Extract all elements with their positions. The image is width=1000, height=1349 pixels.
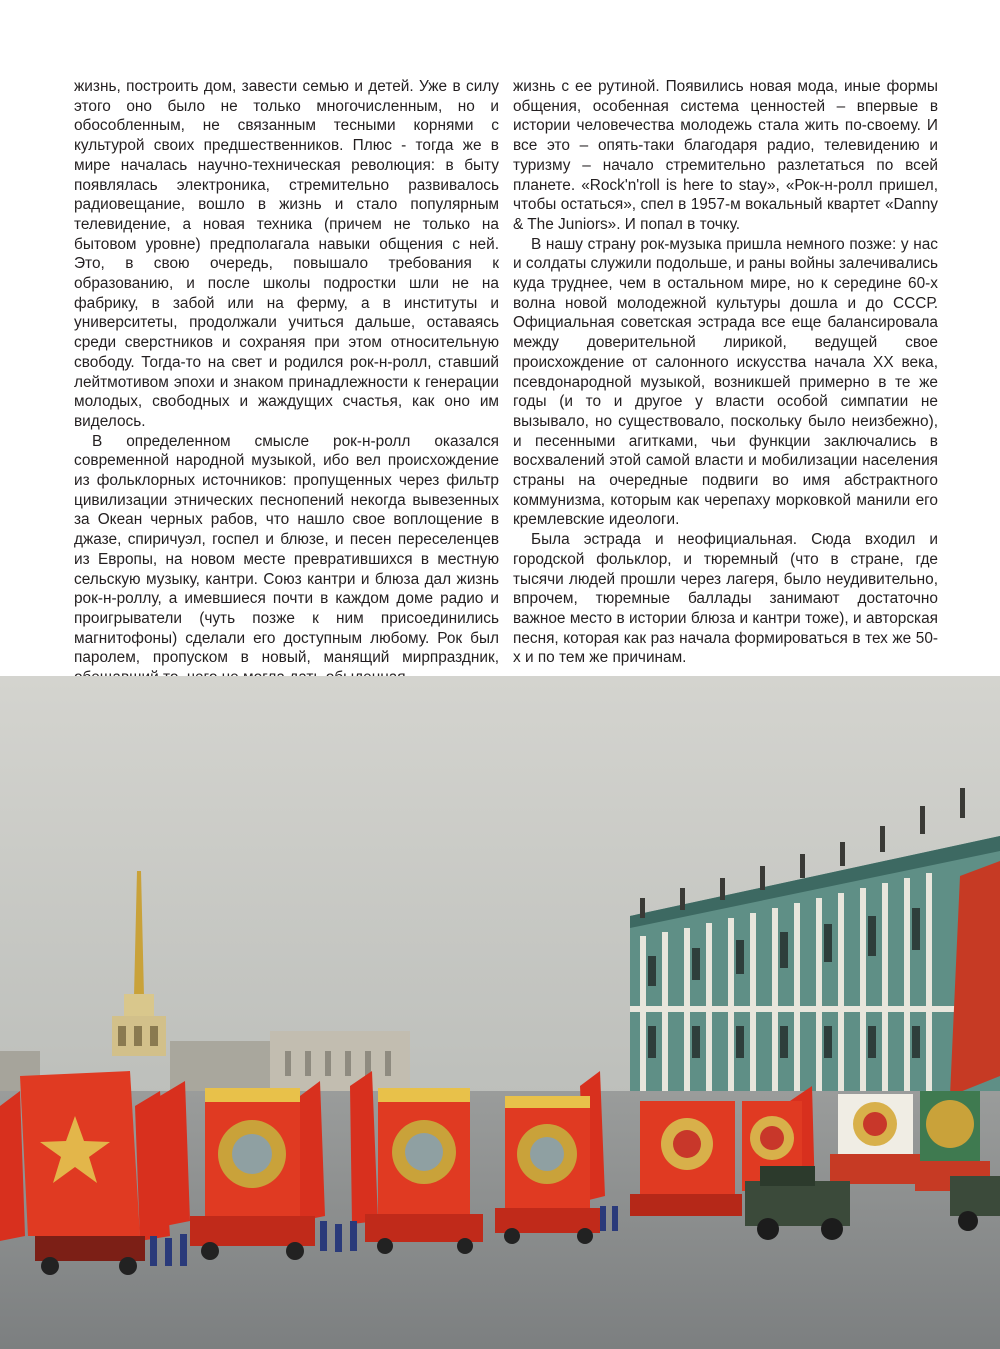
parade-photo [0, 676, 1000, 1349]
paragraph: Была эстрада и неофициальная. Сюда входил и городской фольклор, и тюремный (что в стране, где тысячи людей прошли через лагеря, было неудивительно, впрочем, тюремные баллады занимают достаточно важное место в истории блюза и кантри тоже), и авторская песня, которая как раз начала формироваться в тех же 50-х и по тем же причинам. [513, 531, 938, 667]
right-text-column [513, 77, 938, 668]
parade-float [830, 1094, 925, 1184]
left-text-column [74, 77, 499, 688]
paragraph: жизнь, построить дом, завести семью и детей. Уже в силу этого оно было не только многочисленным, но и обособленным, не связанным тесными корнями с культурой своих предшественников. Плюс - тогда же в мире началась научно-техническая революция: в быту появлялась электроника, стремительно развивалось радиовещание, вошло в жизнь и стало популярным телевидение, а новая техника (причем не только на бытовом уровне) предполагала навыки общения с ней. Это, в свою очередь, повышало требования к образованию, и после школы подростки шли не на фабрику, в забой или на ферму, а в институты и университеты, продолжали учиться дальше, оставаясь среди сверстников и сохраняя при этом относительную свободу. Тогда-то на свет и родился рок-н-ролл, ставший лейтмотивом эпохи и знаком принадлежности к генерации молодых, свободных и жаждущих счастья, как оно им виделось. [74, 78, 499, 430]
parade-float [630, 1101, 742, 1216]
parade-float [365, 1088, 483, 1254]
parade-float [20, 1071, 145, 1275]
paragraph: жизнь с ее рутиной. Появились новая мода, иные формы общения, особенная система ценностей – впервые в истории человечества молодежь стала жить по-своему. И все это – опять-таки благодаря радио, телевидению и туризму – начало стремительно разлетаться по всей планете. «Rock'n'roll is here to stay», «Рок-н-ролл пришел, чтобы остаться», спел в 1957-м вокальный квартет «Danny & The Juniors». И попал в точку. [513, 78, 938, 233]
paragraph: В нашу страну рок-музыка пришла немного позже: у нас и солдаты служили подольше, и раны войны залечивались куда труднее, чем в остальном мире, но к середине 60-х волна новой молодежной культуры дошла и до СССР. Официальная советская эстрада все еще балансировала между доверительной лирикой, ведущей свое происхождение от салонного искусства начала XX века, псевдонародной музыкой, возникшей примерно в те же годы (и то и другое у власти особой симпатии не вызывало, но существовало, поскольку было неизбежно), и песенными агитками, чьи функции заключались в восхвалений этой самой власти и мобилизации населения страны на очередные подвиги во имя абстрактного коммунизма, которым как черепаху морковкой манили его кремлевские идеологи. [513, 235, 938, 529]
paragraph: В определенном смысле рок-н-ролл оказался современной народной музыкой, ибо вел происхождение из фольклорных источников: пропущенных через фильтр цивилизации этнических песнопений некогда вывезенных за Океан черных рабов, что нашло свое воплощение в джазе, спиричуэл, госпел и блюзе, и песен переселенцев из Европы, на новом месте превратившихся в местную сельскую музыку, кантри. Союз кантри и блюза дал жизнь рок-н-роллу, а имевшиеся почти в каждом доме радио и проигрыватели (чуть позже к ним присоединились магнитофоны) сделали его доступным любому. Рок был паролем, пропуском в новый, манящий мирпраздник, [74, 432, 499, 667]
parade-float [495, 1096, 600, 1244]
parade-float [190, 1088, 315, 1260]
